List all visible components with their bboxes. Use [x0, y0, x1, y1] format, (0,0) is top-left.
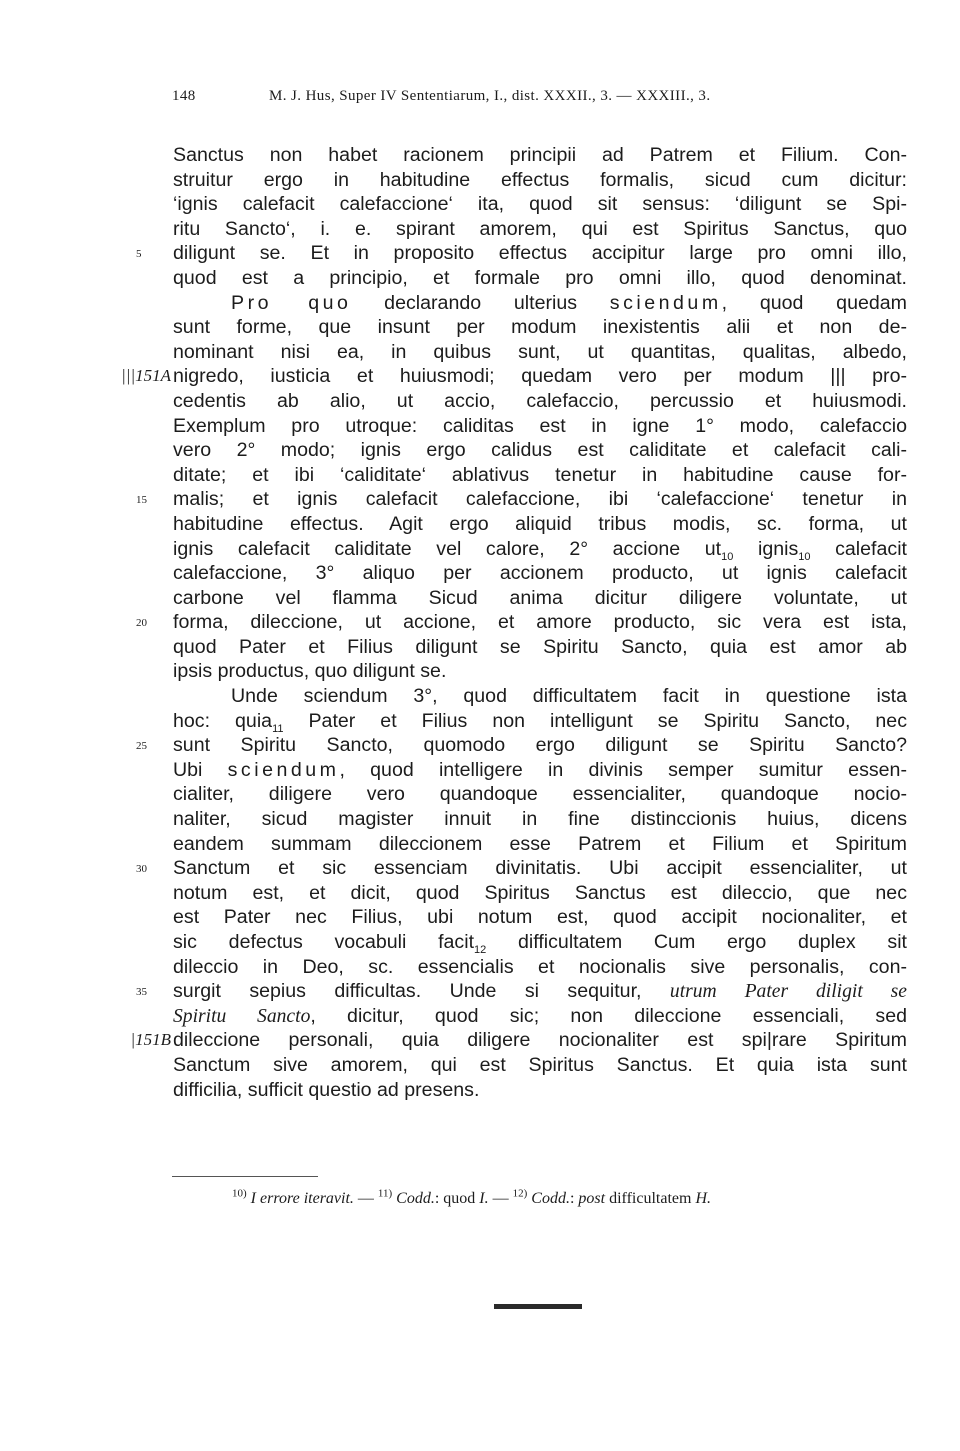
footnote-text: H. — [695, 1190, 711, 1207]
text-line: calefaccione, 3° aliquo per accionem producto, ut ignis calefacit — [173, 562, 907, 585]
text-line: ritu Sancto‘, i. e. spirant amorem, qui est Spiritus Sanctus, quo — [173, 217, 907, 240]
footnote-text: difficultatem — [605, 1190, 696, 1207]
footnote-text: : quod — [434, 1190, 480, 1207]
text-line: difficilia, sufficit questio ad presens. — [173, 1078, 480, 1101]
text-line: Sanctum sive amorem, qui est Spiritus Sanctus. Et quia ista sunt — [173, 1053, 907, 1076]
footnote-ref: 10 — [798, 550, 811, 563]
footnote-number: 12) — [512, 1187, 528, 1200]
line-number: 15 — [136, 494, 147, 507]
text-line: ditate; et ibi ‘caliditate‘ ablativus tenetur in habitudine cause for- — [173, 463, 907, 486]
text-line — [136, 733, 907, 758]
folio-mark: |||151A — [121, 366, 171, 386]
text-line: vero 2° modo; ignis ergo calidus est caliditate et calefacit cali- — [173, 439, 907, 462]
text-line — [136, 241, 907, 266]
text-segment: diligunt se. Et in proposito effectus accipitur large pro omni illo, — [173, 242, 907, 265]
text-line: Sanctus non habet racionem principii ad Patrem et Filium. Con- — [173, 144, 907, 166]
footnote-ref: 11 — [272, 722, 284, 735]
text-line: notum est, et dicit, quod Spiritus Sanctus est dileccio, que nec — [173, 881, 907, 904]
footnote-number: 11) — [377, 1187, 393, 1200]
line-number: 35 — [136, 986, 147, 999]
footnote-ref: 12 — [474, 943, 487, 956]
italic-text: Spiritu Sancto — [173, 1005, 311, 1027]
footnote-text: Codd. — [396, 1190, 435, 1207]
text-line: ipsis productus, quo diligunt se. — [173, 660, 447, 683]
line-number: 30 — [136, 863, 147, 876]
italic-text: utrum Pater diligit se — [669, 981, 907, 1003]
text-segment: ignis calefacit caliditate vel calore, 2° accione ut — [173, 537, 722, 560]
line-number: 20 — [136, 617, 147, 630]
text-segment: Sanctum et sic essenciam divinitatis. Ubi accipit essencialiter, ut — [173, 857, 907, 880]
text-segment: , dicitur, quod sic; non dileccione essenciali, sed — [310, 1004, 908, 1027]
text-segment: sunt Spiritu Sancto, quomodo ergo diligunt se Spiritu Sancto? — [173, 734, 907, 757]
text-line — [173, 1004, 907, 1029]
text-line — [136, 487, 907, 512]
footnote-ref: 10 — [721, 550, 734, 563]
footnote-text: I. — [479, 1190, 489, 1207]
text-line: ‘ignis calefacit calefaccione‘ ita, quod sit sensus: ‘diligunt se Spi- — [173, 193, 907, 216]
text-line: est Pater nec Filius, ubi notum est, quod accipit nocionaliter, et — [173, 906, 907, 929]
text-line — [173, 291, 907, 316]
text-segment: declarando ulterius — [351, 291, 610, 314]
text-line — [173, 537, 907, 562]
text-line: dileccio in Deo, sc. essencialis et nocionalis sive personalis, con- — [173, 955, 907, 978]
dash: — — [353, 1190, 378, 1207]
text-line: cialiter, diligere vero quandoque essencialiter, quandoque nocio- — [173, 783, 907, 806]
text-line — [136, 856, 907, 881]
text-segment: difficultatem Cum ergo duplex sit — [486, 931, 907, 953]
running-head: M. J. Hus, Super IV Sententiarum, I., dist. XXXII., 3. — XXXIII., 3. — [269, 88, 711, 104]
text-line: naliter, sicud magister innuit in fine distinccionis huius, dicens — [173, 808, 907, 831]
text-line: eandem summam dileccionem esse Patrem et Filium et Spiritum — [173, 832, 907, 855]
text-segment: nigredo, iusticia et huiusmodi; quedam vero per modum ||| pro- — [173, 365, 907, 388]
text-line: habitudine effectus. Agit ergo aliquid tribus modis, sc. forma, ut — [173, 512, 907, 535]
text-line: Exemplum pro utroque: caliditas est in igne 1° modo, calefaccio — [173, 414, 907, 437]
text-segment: surgit sepius difficultas. Unde si sequitur, — [173, 980, 670, 1003]
line-number: 25 — [136, 740, 147, 753]
text-line: quod Pater et Filius diligunt se Spiritu Sancto, quia est amor ab — [173, 635, 907, 658]
text-line: sunt forme, que insunt per modum inexistentis alii et non de- — [173, 316, 907, 339]
text-segment: , quod quedam — [721, 291, 907, 314]
folio-mark: |151B — [130, 1030, 171, 1050]
text-segment: malis; et ignis calefacit calefaccione, ibi ‘calefaccione‘ tenetur in — [173, 488, 907, 511]
text-line: cedentis ab alio, ut accio, calefaccio, percussio et huiusmodi. — [173, 389, 907, 412]
footnote-text: post — [578, 1190, 606, 1207]
spaced-text: sciendum — [227, 758, 340, 781]
text-line: nominant nisi ea, in quibus sunt, ut quantitas, qualitas, albedo, — [173, 340, 907, 363]
footnote-text: : — [569, 1190, 579, 1207]
text-segment: sic defectus vocabuli facit — [173, 931, 475, 953]
text-line: Unde sciendum 3°, quod difficultatem facit in questione ista — [231, 685, 907, 708]
text-segment: ignis — [733, 537, 799, 560]
text-segment: calefacit — [810, 537, 907, 560]
text-line — [130, 1028, 907, 1053]
page-number: 148 — [172, 88, 196, 104]
footnote-text: Codd. — [531, 1190, 570, 1207]
text-line: carbone vel flamma Sicud anima dicitur diligere voluntate, ut — [173, 586, 907, 609]
main-text — [121, 143, 908, 1102]
footnotes — [232, 1187, 912, 1208]
spaced-text: Pro quo — [231, 291, 352, 314]
text-line — [121, 364, 907, 389]
footnote-number: 10) — [232, 1187, 247, 1200]
text-segment: forma, dileccione, ut accione, et amore producto, sic vera est ista, — [173, 611, 907, 634]
text-line — [173, 758, 907, 783]
footnote-text: I errore iteravit. — [250, 1190, 354, 1207]
text-line — [173, 930, 907, 955]
text-segment: , quod intelligere in divinis semper sumitur essen- — [339, 758, 907, 781]
text-line: quod est a principio, et formale pro omni illo, quod denominat. — [173, 266, 907, 289]
dash: — — [488, 1190, 513, 1207]
text-line — [136, 610, 907, 635]
text-line: struitur ergo in habitudine effectus formalis, sicud cum dicitur: — [173, 168, 907, 191]
text-segment: dileccione personali, quia diligere nocionaliter est spi|rare Spiritum — [173, 1029, 907, 1052]
text-line — [136, 979, 907, 1004]
text-line — [173, 709, 907, 734]
text-segment: hoc: quia — [173, 709, 273, 732]
library-stamp-bar — [494, 1304, 582, 1309]
footnote-rule — [172, 1176, 318, 1177]
spaced-text: sciendum — [609, 291, 722, 314]
line-number: 5 — [136, 248, 142, 261]
text-segment: Ubi — [173, 758, 228, 781]
text-segment: Pater et Filius non intelligunt se Spiritu Sancto, nec — [283, 709, 907, 732]
